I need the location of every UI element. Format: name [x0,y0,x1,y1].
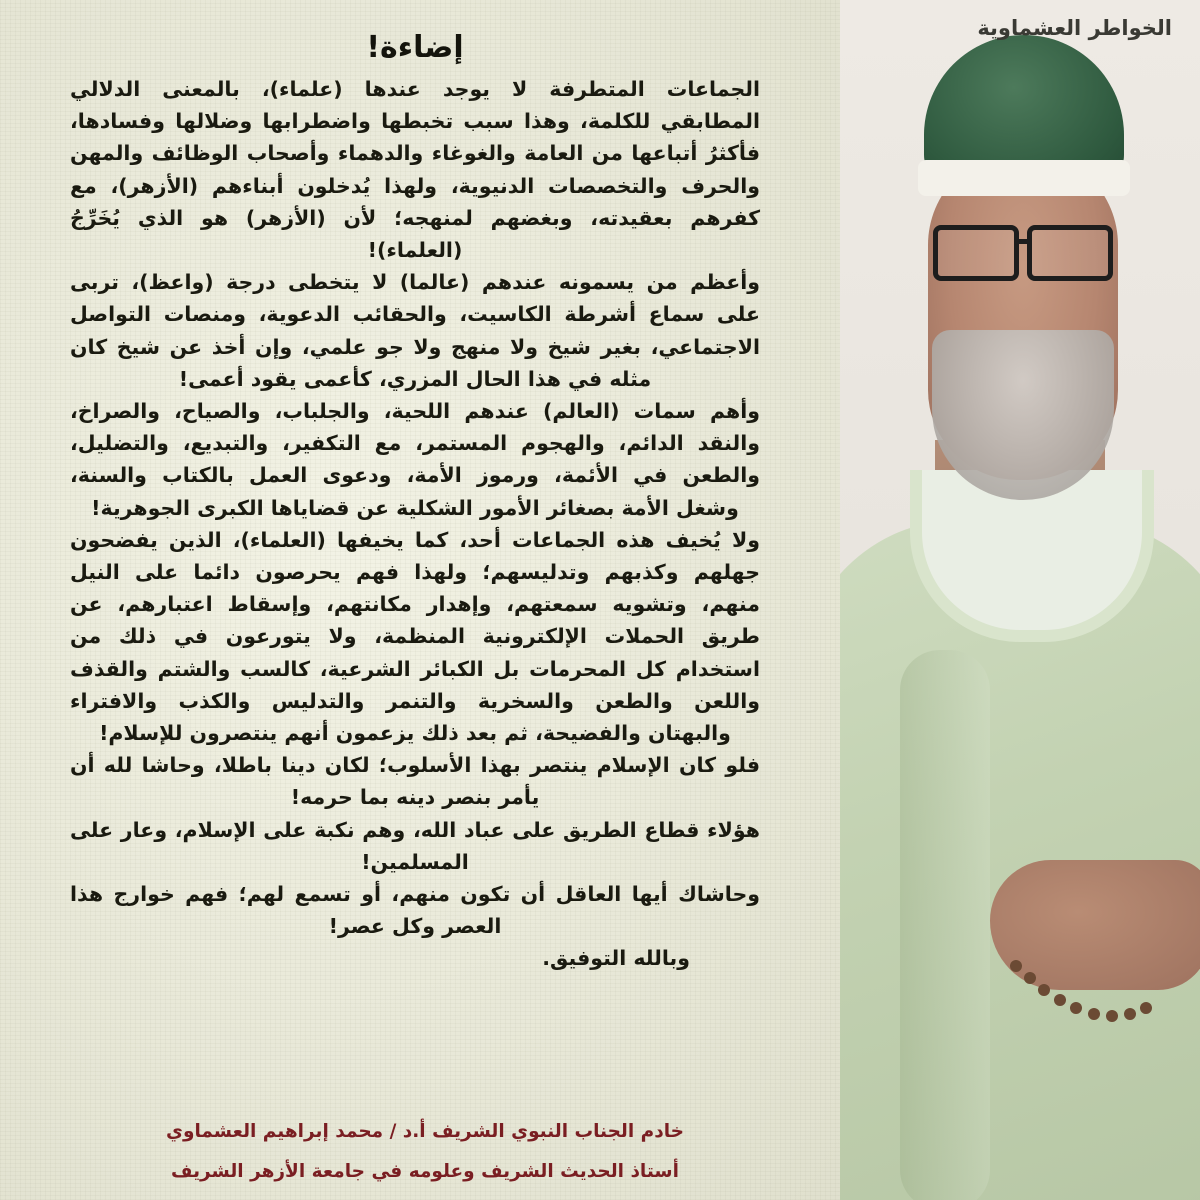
brand-label: الخواطر العشماوية [977,16,1172,40]
article [70,30,760,1090]
signature-title: أستاذ الحديث الشريف وعلومه في جامعة الأزهر الشريف [171,1161,679,1182]
paragraph: وحاشاك أيها العاقل أن تكون منهم، أو تسمع لهم؛ فهم خوارج هذا العصر وكل عصر! [70,882,760,939]
paragraph: فلو كان الإسلام ينتصر بهذا الأسلوب؛ لكان دينا باطلا، وحاشا لله أن يأمر بنصر دينه بما حرمه! [70,753,760,810]
prayer-beads-icon [1000,950,1180,1070]
cap-band-shape [918,160,1130,196]
robe-fold-shape [900,650,990,1200]
author-photo [840,0,1200,1200]
paragraph: وأعظم من يسمونه عندهم (عالما) لا يتخطى درجة (واعظ)، تربى على سماع أشرطة الكاسيت، والحقائب الدعوية، ومنصات التواصل الاجتماعي، بغير شيخ ولا منهج ولا جو علمي، وإن أخذ عن شيخ كان مثله في هذا الحال المزري، كأعمى يقود أعمى! [70,270,760,391]
article-title: إضاءة! [366,30,464,65]
paragraph: الجماعات المتطرفة لا يوجد عندها (علماء)، بالمعنى الدلالي المطابقي للكلمة، وهذا سبب تخبطها واضطرابها وضلالها وفسادها، فأكثرُ أتباعها من العامة والغوغاء والدهماء وأصحاب الوظائف والمهن والحرف والتخصصات الدنيوية، ولهذا يُدخلون أبناءهم (الأزهر)، مع كفرهم بعقيدته، وبغضهم لمنهجه؛ لأن (الأزهر) هو الذي يُخَرِّجُ (العلماء)! [70,77,760,263]
signature-name: خادم الجناب النبوي الشريف أ.د / محمد إبراهيم العشماوي [166,1121,684,1142]
paragraph: هؤلاء قطاع الطريق على عباد الله، وهم نكبة على الإسلام، وعار على المسلمين! [70,817,760,874]
glasses-icon [933,225,1113,275]
paragraph: ولا يُخيف هذه الجماعات أحد، كما يخيفها (العلماء)، الذين يفضحون جهلهم وكذبهم وتدليسهم؛ ولهذا فهم يحرصون دائما على النيل منهم، وتشويه سمعتهم، وإهدار مكانتهم، وإسقاط اعتبارهم، عن طريق الحملات الإلكترونية المنظمة، ولا يتورعون في ذلك من استخدام كل المحرمات بل الكبائر الشرعية، كالسب والشتم والقذف واللعن والطعن والسخرية والتنمر والتدليس والكذب والافتراء والبهتان والفضيحة، ثم بعد ذلك يزعمون أنهم ينتصرون للإسلام! [70,527,760,746]
signature [40,1112,810,1192]
paragraph-closing: وبالله التوفيق. [542,946,690,971]
paragraph: وأهم سمات (العالم) عندهم اللحية، والجلباب، والصياح، والصراخ، والنقد الدائم، والهجوم المستمر، مع التكفير، والتبديع، والتضليل، والطعن في الأئمة، ورموز الأمة، ودعوى العمل بالكتاب والسنة، وشغل الأمة بصغائر الأمور الشكلية عن قضاياها الكبرى الجوهرية! [70,399,760,520]
